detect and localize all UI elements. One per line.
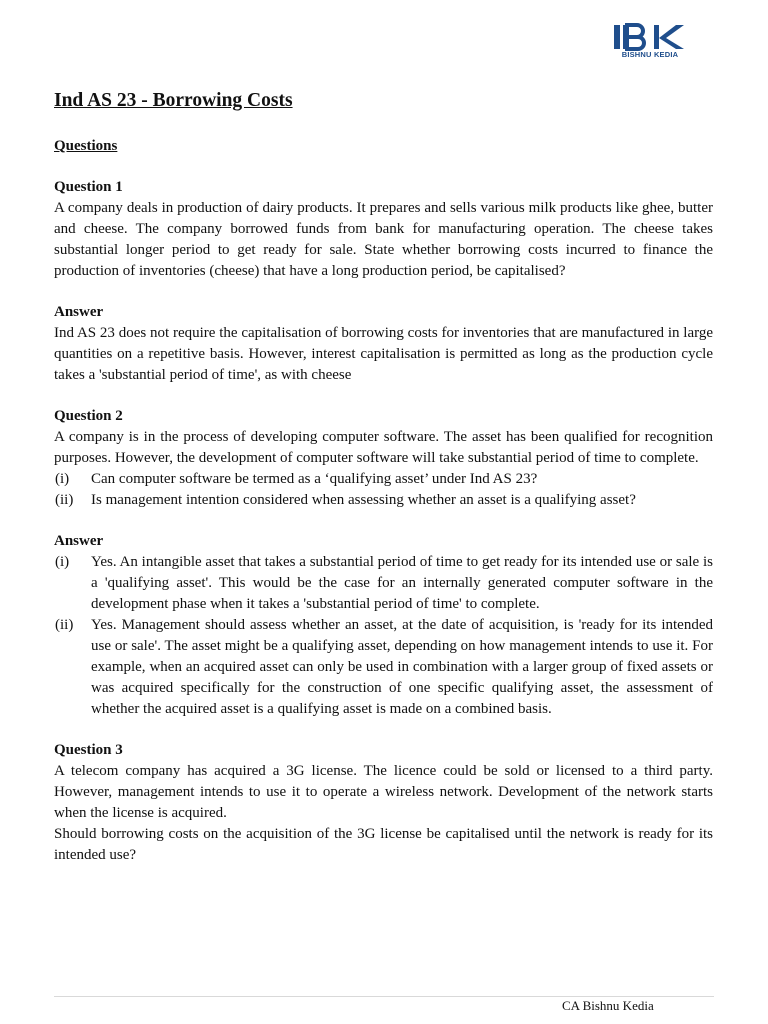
list-item-text: Yes. Management should assess whether an asset, at the date of acquisition, is 'ready for its intended use or sale'. The asset might be a qualifying asset, depending on how management intends to use it. For example, when an acquired asset can only be used in combination with a larger group of fixed assets or was acquired specifically for the construction of one specific qualifying asset, the assessment of whether the acquired asset is a qualifying asset is made on a combined basis.: [91, 617, 713, 717]
bk-logo-mark: [614, 22, 688, 52]
list-item-number: (i): [55, 471, 70, 487]
list-item-text: Can computer software be termed as a ‘qualifying asset’ under Ind AS 23?: [91, 471, 538, 487]
list-item: [54, 469, 713, 490]
footer-author: CA Bishnu Kedia: [562, 998, 654, 1013]
list-item: [54, 490, 713, 511]
list-item-text: Is management intention considered when assessing whether an asset is a qualifying asset?: [91, 492, 636, 508]
list-item-number: (i): [55, 554, 70, 570]
question-1-heading: Question 1: [54, 179, 123, 195]
list-item-text: Yes. An intangible asset that takes a substantial period of time to get ready for its intended use or sale is a 'qualifying asset'. This would be the case for an internally generated computer software in the development phase when it takes a 'substantial period of time' to complete.: [91, 554, 713, 612]
question-3-text-2: Should borrowing costs on the acquisition of the 3G license be capitalised until the network is ready for its intended use?: [54, 826, 713, 863]
list-item-number: (ii): [55, 617, 74, 633]
question-2-items: [54, 469, 713, 511]
question-3-text: A telecom company has acquired a 3G license. The licence could be sold or licensed to a third party. However, management intends to use it to operate a wireless network. Development of the network starts when the license is acquired.: [54, 763, 713, 821]
questions-heading: Questions: [54, 138, 118, 154]
question-3-heading: Question 3: [54, 742, 123, 758]
logo-subtitle: BISHNU KEDIA: [621, 50, 679, 59]
document-body: [54, 88, 713, 866]
answer-1-heading: Answer: [54, 304, 104, 320]
question-2-text: A company is in the process of developing computer software. The asset has been qualified for recognition purposes. However, the development of computer software will take substantial period of time to complete.: [54, 429, 713, 466]
list-item-number: (ii): [55, 492, 74, 508]
brand-logo: [614, 22, 694, 84]
answer-2-items: [54, 552, 713, 720]
answer-1-text: Ind AS 23 does not require the capitalisation of borrowing costs for inventories that are manufactured in large quantities on a repetitive basis. However, interest capitalisation is permitted as long as the production cycle takes a 'substantial period of time', as with cheese: [54, 325, 713, 383]
page-title: Ind AS 23 - Borrowing Costs: [54, 90, 293, 111]
list-item: [54, 552, 713, 615]
question-1-text: A company deals in production of dairy products. It prepares and sells various milk products like ghee, butter and cheese. The company borrowed funds from bank for manufacturing operation. The cheese takes substantial longer period to get ready for sale. State whether borrowing costs incurred to finance the production of inventories (cheese) that have a long production period, be capitalised?: [54, 200, 713, 279]
list-item: [54, 615, 713, 720]
question-2-heading: Question 2: [54, 408, 123, 424]
answer-2-heading: Answer: [54, 533, 104, 549]
footer-divider: [54, 996, 714, 997]
